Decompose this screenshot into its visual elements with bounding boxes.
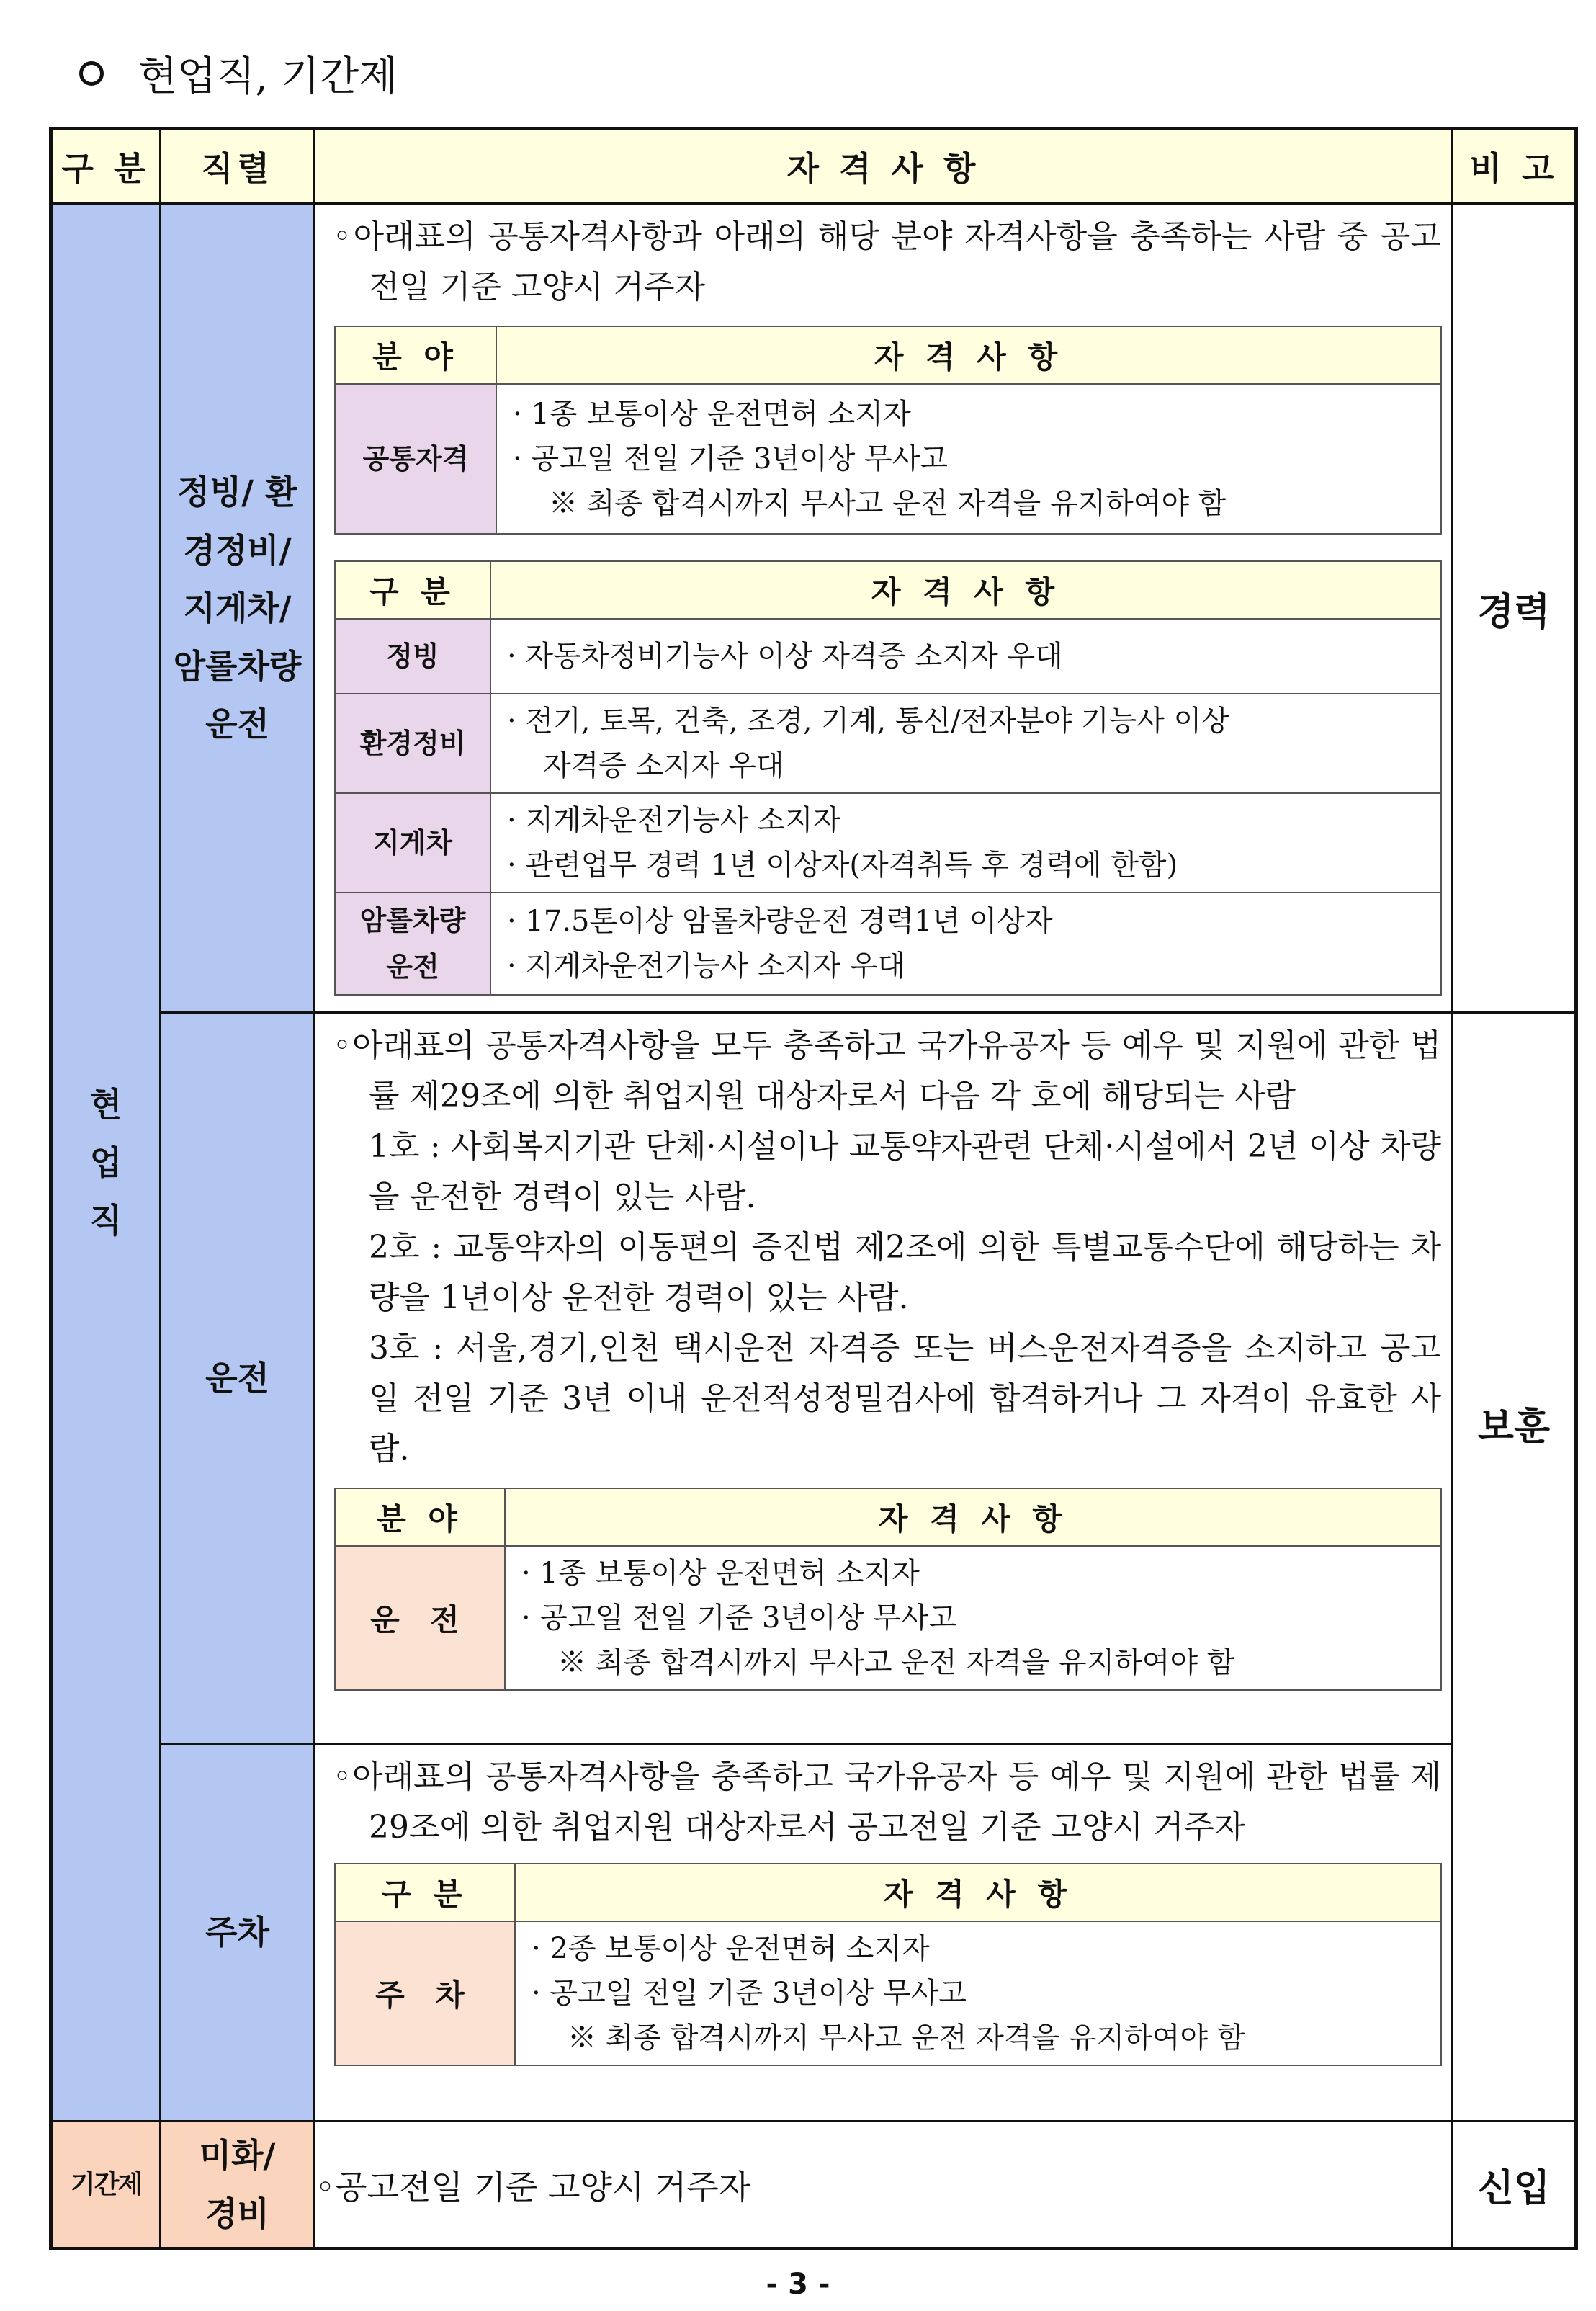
item: 자격증 소지자 우대 bbox=[543, 749, 784, 783]
inner-header-type: 구 분 bbox=[335, 1864, 515, 1921]
driving-qualification-table bbox=[334, 1488, 1442, 1691]
note: ※ 최종 합격시까지 무사고 운전 자격을 유지하여야 함 bbox=[568, 2021, 1245, 2055]
item: · 지게차운전기능사 소지자 bbox=[507, 804, 841, 838]
common-qualification-table bbox=[334, 326, 1442, 535]
inner-header-qualification: 자 격 사 항 bbox=[490, 561, 1441, 619]
note: ※ 최종 합격시까지 무사고 운전 자격을 유지하여야 함 bbox=[549, 487, 1227, 521]
intro-text: ◦아래표의 공통자격사항을 충족하고 국가유공자 등 예우 및 지원에 관한 법률 제29조에 의한 취업지원 대상자로서 공고전일 기준 고양시 거주자 bbox=[333, 1758, 1441, 1846]
qualification-row1 bbox=[315, 204, 1453, 1013]
label-driving: 운 전 bbox=[335, 1546, 505, 1690]
remark-veteran: 보훈 bbox=[1453, 1013, 1577, 2122]
page-number: - 3 - bbox=[766, 2268, 830, 2301]
field-qualification-table bbox=[334, 560, 1442, 996]
category-giganje: 기간제 bbox=[51, 2122, 161, 2249]
qualification-table bbox=[49, 127, 1578, 2250]
header-category: 구 분 bbox=[51, 129, 161, 204]
item: · 공고일 전일 기준 3년이상 무사고 bbox=[532, 1976, 967, 2010]
parking-qualification-table bbox=[334, 1863, 1442, 2066]
header-qualification: 자 격 사 항 bbox=[315, 129, 1453, 204]
inner-header-qualification: 자 격 사 항 bbox=[496, 326, 1441, 384]
remark-new: 신입 bbox=[1453, 2122, 1577, 2249]
item: · 공고일 전일 기준 3년이상 무사고 bbox=[521, 1601, 957, 1635]
label-common: 공통자격 bbox=[335, 384, 496, 534]
item: · 공고일 전일 기준 3년이상 무사고 bbox=[513, 442, 949, 476]
item: · 1종 보통이상 운전면허 소지자 bbox=[513, 398, 911, 432]
item: · 전기, 토목, 건축, 조경, 기계, 통신/전자분야 기능사 이상 bbox=[507, 705, 1229, 738]
intro-text: ◦아래표의 공통자격사항을 모두 충족하고 국가유공자 등 예우 및 지원에 관한 법률 제29조에 의한 취업지원 대상자로서 다음 각 호에 해당되는 사람 bbox=[333, 1027, 1441, 1115]
job-driving: 운전 bbox=[161, 1013, 315, 1743]
label-amrol: 암롤차량 운전 bbox=[335, 893, 490, 995]
inner-header-type: 구 분 bbox=[335, 561, 490, 619]
job-parking: 주차 bbox=[161, 1743, 315, 2121]
heading-text: 현업직, 기간제 bbox=[138, 53, 398, 100]
category-hyeonup: 현업직 bbox=[51, 204, 161, 2122]
qualification-row2 bbox=[315, 1013, 1453, 1743]
note: ※ 최종 합격시까지 무사고 운전 자격을 유지하여야 함 bbox=[557, 1646, 1235, 1680]
label-jeongbing: 정빙 bbox=[335, 619, 490, 694]
job-jeongbing-etc: 정빙/ 환경정비/ 지게차/ 암롤차량 운전 bbox=[161, 204, 315, 1013]
label-hwangyeong: 환경정비 bbox=[335, 694, 490, 793]
qualification-row3 bbox=[315, 1743, 1453, 2121]
item: · 자동차정비기능사 이상 자격증 소지자 우대 bbox=[507, 640, 1063, 674]
item: · 17.5톤이상 암롤차량운전 경력1년 이상자 bbox=[507, 905, 1053, 939]
item: · 관련업무 경력 1년 이상자(자격취득 후 경력에 한함) bbox=[507, 849, 1178, 882]
inner-header-qualification: 자 격 사 항 bbox=[515, 1864, 1441, 1921]
inner-header-field: 분 야 bbox=[335, 326, 496, 384]
item: · 지게차운전기능사 소지자 우대 bbox=[507, 949, 906, 983]
label-parking: 주 차 bbox=[335, 1921, 515, 2065]
remark-career: 경력 bbox=[1453, 204, 1577, 1013]
item: · 2종 보통이상 운전면허 소지자 bbox=[532, 1931, 930, 1965]
item: · 1종 보통이상 운전면허 소지자 bbox=[521, 1557, 920, 1591]
circle-bullet-icon bbox=[79, 61, 104, 86]
header-remark: 비 고 bbox=[1453, 129, 1577, 204]
intro-text: ◦아래표의 공통자격사항과 아래의 해당 분야 자격사항을 충족하는 사람 중 공고전일 기준 고양시 거주자 bbox=[333, 218, 1441, 306]
inner-header-field: 분 야 bbox=[335, 1488, 505, 1546]
label-jigecha: 지게차 bbox=[335, 793, 490, 893]
section-heading bbox=[79, 45, 398, 102]
inner-header-qualification: 자 격 사 항 bbox=[505, 1488, 1441, 1546]
clause-1: 1호 : 사회복지기관 단체·시설이나 교통약자관련 단체·시설에서 2년 이상 차량을 운전한 경력이 있는 사람. bbox=[369, 1128, 1441, 1216]
clause-2: 2호 : 교통약자의 이동편의 증진법 제2조에 의한 특별교통수단에 해당하는 차량을 1년이상 운전한 경력이 있는 사람. bbox=[369, 1229, 1441, 1317]
header-job: 직렬 bbox=[161, 129, 315, 204]
clause-3: 3호 : 서울,경기,인천 택시운전 자격증 또는 버스운전자격증을 소지하고 공고일 전일 기준 3년 이내 운전적성정밀검사에 합격하거나 그 자격이 유효한 사람. bbox=[369, 1330, 1441, 1468]
job-cleaning-security: 미화/ 경비 bbox=[161, 2122, 315, 2249]
qualification-giganje: ◦공고전일 기준 고양시 거주자 bbox=[315, 2122, 1453, 2249]
